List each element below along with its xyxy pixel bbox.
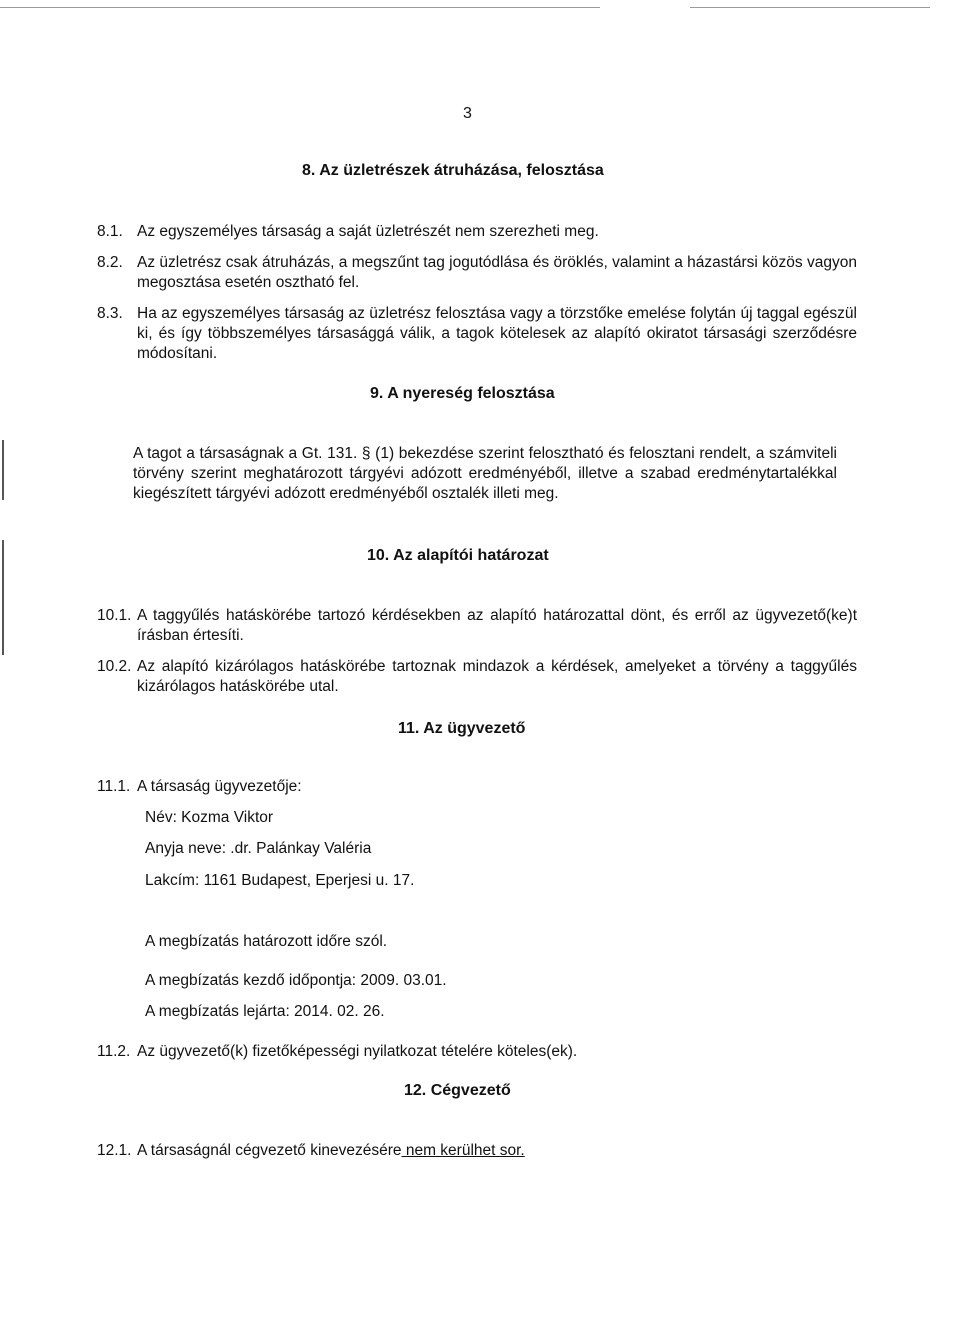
item-text: Az üzletrész csak átruházás, a megszűnt tag jogutódlása és öröklés, valamint a házastársi közös vagyon megosztása esetén osztható fel. <box>137 254 857 291</box>
item-8-3 <box>97 304 857 364</box>
mandate-type: A megbízatás határozott időre szól. <box>145 933 388 950</box>
mandate-start: A megbízatás kezdő időpontja: 2009. 03.01. <box>145 972 447 989</box>
item-10-1 <box>97 606 857 646</box>
item-8-1 <box>97 222 857 242</box>
manager-mother-name: Anyja neve: .dr. Palánkay Valéria <box>145 840 372 857</box>
item-text: A taggyűlés hatáskörébe tartozó kérdésekben az alapító határozattal dönt, és erről az ügyvezető(ke)t írásban értesíti. <box>137 607 857 644</box>
section-10-title: 10. Az alapítói határozat <box>367 547 549 564</box>
item-number: 10.2. <box>97 658 132 675</box>
page-number: 3 <box>463 105 472 122</box>
section-9-text: A tagot a társaságnak a Gt. 131. § (1) bekezdése szerint felosztható és felosztani rendelt, a számviteli törvény szerint meghatározott tárgyévi adózott eredményéből, illetve a szabad eredménytartalékkal kiegészített tárgyévi adózott eredményéből osztalék illeti meg. <box>133 445 837 502</box>
scan-top-line <box>0 7 600 8</box>
scan-left-edge-mark <box>2 540 4 655</box>
item-text: Ha az egyszemélyes társaság az üzletrész felosztása vagy a törzstőke emelése folytán új taggal egészül ki, és így többszemélyes társasággá válik, a tagok kötelesek az alapító okiratot társasági szerződésre módosítani. <box>137 305 857 362</box>
item-11-2 <box>97 1042 577 1062</box>
item-number: 10.1. <box>97 607 132 624</box>
section-11-title: 11. Az ügyvezető <box>398 720 526 737</box>
item-text-underlined: nem kerülhet sor. <box>401 1142 525 1159</box>
item-text: Az ügyvezető(k) fizetőképességi nyilatkozat tételére köteles(ek). <box>137 1043 578 1060</box>
item-11-1 <box>97 777 302 797</box>
item-text: Az egyszemélyes társaság a saját üzletrészét nem szerezheti meg. <box>137 223 599 240</box>
mandate-end: A megbízatás lejárta: 2014. 02. 26. <box>145 1003 385 1020</box>
section-9-title: 9. A nyereség felosztása <box>370 385 555 402</box>
item-number: 8.3. <box>97 305 123 322</box>
item-10-2 <box>97 657 857 697</box>
scan-left-edge-mark <box>2 440 4 500</box>
item-text: Az alapító kizárólagos hatáskörébe tartoznak mindazok a kérdések, amelyeket a törvény a taggyűlés kizárólagos hatáskörébe utal. <box>137 658 857 695</box>
item-8-2 <box>97 253 857 293</box>
item-text: A társaság ügyvezetője: <box>137 778 302 795</box>
item-12-1 <box>97 1141 525 1161</box>
item-number: 8.1. <box>97 223 123 240</box>
section-8-title: 8. Az üzletrészek átruházása, felosztása <box>302 162 604 179</box>
scan-top-line-right <box>690 7 930 8</box>
item-number: 11.2. <box>97 1043 131 1060</box>
manager-address: Lakcím: 1161 Budapest, Eperjesi u. 17. <box>145 872 415 889</box>
item-number: 8.2. <box>97 254 123 271</box>
item-number: 11.1. <box>97 778 131 795</box>
item-text: A társaságnál cégvezető kinevezésére <box>137 1142 402 1159</box>
item-number: 12.1. <box>97 1142 132 1159</box>
manager-name: Név: Kozma Viktor <box>145 809 274 826</box>
section-12-title: 12. Cégvezető <box>404 1082 511 1099</box>
